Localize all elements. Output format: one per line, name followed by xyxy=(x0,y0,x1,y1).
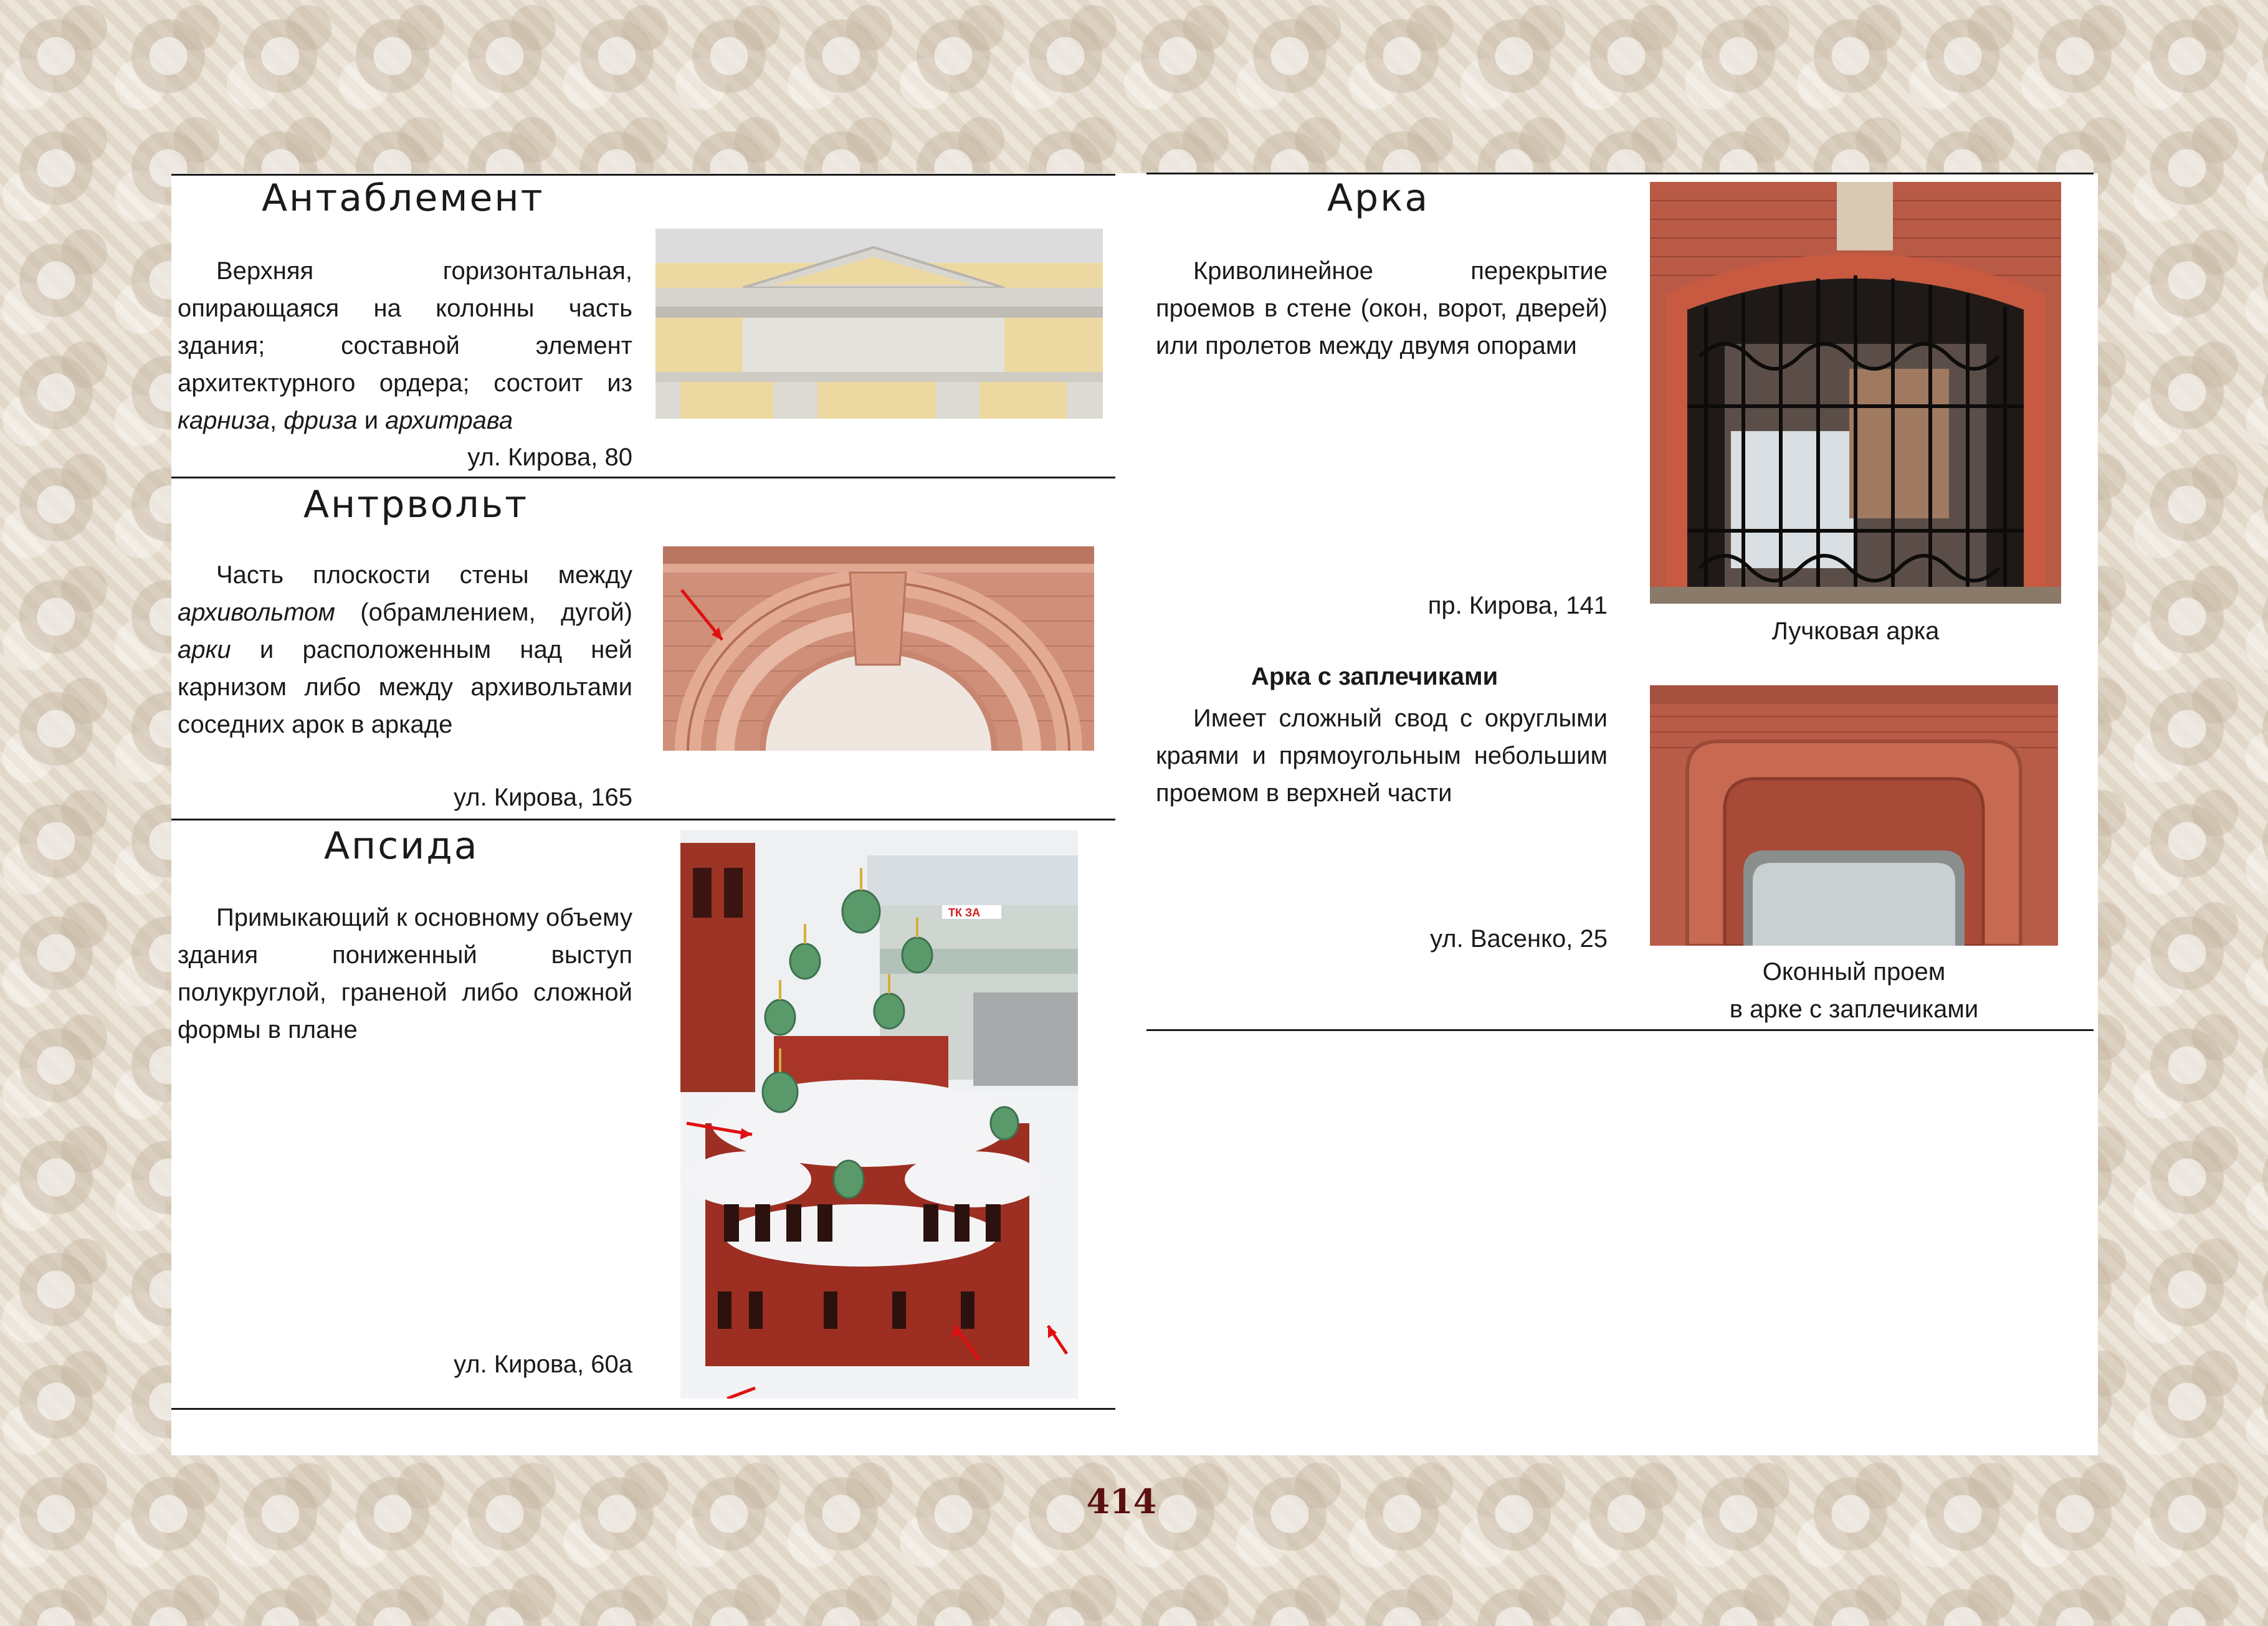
entry-address-entablature: ул. Кирова, 80 xyxy=(467,444,632,471)
text-part: , xyxy=(270,407,284,434)
page-number: 414 xyxy=(1086,1481,1157,1521)
entry-title-spandrel: Антрвольт xyxy=(303,483,529,526)
photo-apse xyxy=(680,830,1078,1399)
entry-address-spandrel: ул. Кирова, 165 xyxy=(454,784,632,811)
text-italic-cornice: карниза xyxy=(178,407,270,434)
entry-address-arch: пр. Кирова, 141 xyxy=(1427,592,1608,619)
photo-shouldered-arch xyxy=(1650,685,2058,946)
text-italic-archivolt: архивольтом xyxy=(178,599,335,626)
text-italic-architrave: архитрава xyxy=(385,407,513,434)
segmental-arch-image xyxy=(1650,182,2061,604)
text-part: Часть плоскости стены между xyxy=(216,561,632,589)
text-part: Примыкающий к основному объему здания пониженный выступ полукруглой, граненой либо сложной формы в плане xyxy=(178,904,632,1044)
shouldered-arch-image xyxy=(1650,685,2058,946)
entry-text-spandrel xyxy=(178,556,632,743)
photo-sign-text: ТК ЗА xyxy=(948,906,981,919)
text-part: Верхняя горизонтальная, опирающаяся на колонны часть здания; составной элемент архитектурного ордера; состоит из xyxy=(178,257,632,397)
text-part: Криволинейное перекрытие проемов в стене (окон, ворот, дверей) или пролетов между двумя опорами xyxy=(1156,257,1608,359)
entry-subtitle-shouldered-arch: Арка с заплечиками xyxy=(1251,663,1498,690)
apse-image xyxy=(680,830,1078,1399)
text-part: и xyxy=(357,407,386,434)
text-italic-arch: арки xyxy=(178,636,231,663)
photo-entablature xyxy=(655,229,1103,419)
entablature-image xyxy=(655,229,1103,419)
caption-shouldered-arch-line1: Оконный проем xyxy=(1762,958,1946,986)
rule-top-right xyxy=(1146,173,2094,174)
caption-shouldered-arch-line2: в арке с заплечиками xyxy=(1729,996,1979,1023)
rule-left-3 xyxy=(171,1408,1115,1410)
spandrel-image xyxy=(663,546,1094,751)
rule-right-1 xyxy=(1146,1029,2094,1031)
entry-title-entablature: Антаблемент xyxy=(262,176,545,220)
text-italic-frieze: фриза xyxy=(284,407,358,434)
rule-left-2 xyxy=(171,819,1115,820)
text-part: и расположенным над ней карнизом либо между архивольтами соседних арок в аркаде xyxy=(178,636,632,738)
entry-text-apse xyxy=(178,899,632,1048)
text-part: (обрамлением, дугой) xyxy=(335,599,632,626)
photo-segmental-arch xyxy=(1650,182,2061,604)
entry-address-apse: ул. Кирова, 60а xyxy=(454,1351,632,1378)
entry-text-shouldered-arch xyxy=(1156,700,1608,812)
rule-left-1 xyxy=(171,477,1115,478)
rule-top-left xyxy=(171,174,1115,176)
entry-text-arch xyxy=(1156,252,1608,364)
entry-address-shouldered-arch: ул. Васенко, 25 xyxy=(1430,925,1608,953)
entry-title-arch: Арка xyxy=(1327,176,1430,220)
caption-segmental-arch: Лучковая арка xyxy=(1771,617,1940,645)
photo-spandrel xyxy=(663,546,1094,751)
text-part: Имеет сложный свод с округлыми краями и прямоугольным небольшим проемом в верхней части xyxy=(1156,705,1608,807)
entry-title-apse: Апсида xyxy=(324,824,479,868)
entry-text-entablature xyxy=(178,252,632,439)
caption-shouldered-arch xyxy=(1650,953,2058,1028)
